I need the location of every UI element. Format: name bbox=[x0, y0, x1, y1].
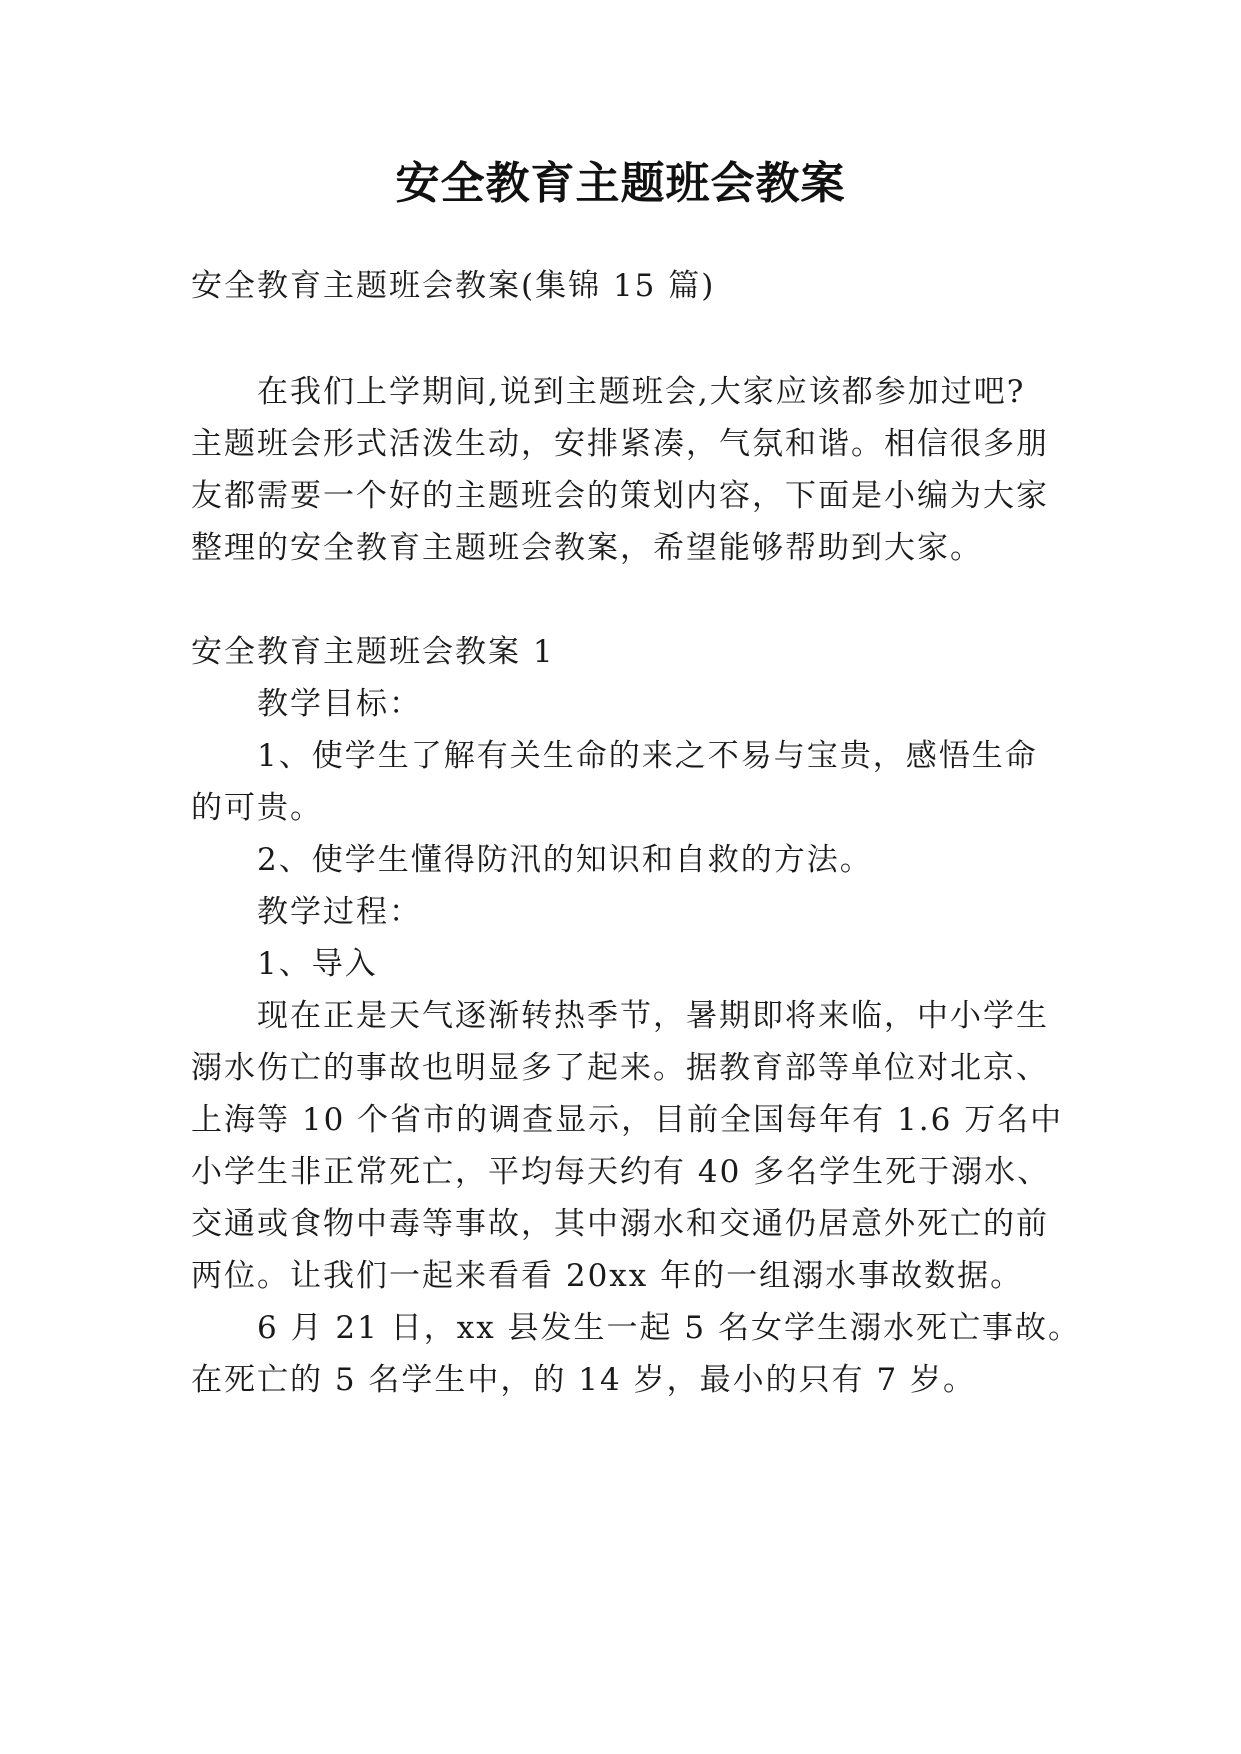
paragraph-1-line: 小学生非正常死亡，平均每天约有 40 多名学生死于溺水、 bbox=[191, 1154, 1051, 1190]
objective-2: 2、使学生懂得防汛的知识和自救的方法。 bbox=[257, 842, 873, 878]
intro-line: 整理的安全教育主题班会教案，希望能够帮助到大家。 bbox=[191, 530, 983, 566]
document-subtitle: 安全教育主题班会教案(集锦 15 篇) bbox=[191, 268, 716, 304]
paragraph-1-line: 上海等 10 个省市的调查显示，目前全国每年有 1.6 万名中 bbox=[191, 1102, 1064, 1138]
step-1: 1、导入 bbox=[257, 946, 378, 982]
objective-1-line: 1、使学生了解有关生命的来之不易与宝贵，感悟生命 bbox=[257, 738, 1038, 774]
paragraph-1-line: 两位。让我们一起来看看 20xx 年的一组溺水事故数据。 bbox=[191, 1258, 1024, 1294]
paragraph-1-line: 交通或食物中毒等事故，其中溺水和交通仍居意外死亡的前 bbox=[191, 1206, 1049, 1242]
section-heading: 安全教育主题班会教案 1 bbox=[191, 634, 555, 670]
paragraph-2-line: 6 月 21 日，xx 县发生一起 5 名女学生溺水死亡事故。 bbox=[257, 1310, 1081, 1346]
document-title: 安全教育主题班会教案 bbox=[395, 158, 846, 209]
process-label: 教学过程： bbox=[257, 894, 422, 930]
intro-line: 友都需要一个好的主题班会的策划内容，下面是小编为大家 bbox=[191, 478, 1049, 514]
intro-line: 主题班会形式活泼生动，安排紧凑，气氛和谐。相信很多朋 bbox=[191, 426, 1049, 462]
intro-line: 在我们上学期间,说到主题班会,大家应该都参加过吧? bbox=[257, 374, 1026, 410]
paragraph-1-line: 现在正是天气逐渐转热季节，暑期即将来临，中小学生 bbox=[257, 998, 1049, 1034]
objectives-label: 教学目标： bbox=[257, 686, 422, 722]
paragraph-2-line: 在死亡的 5 名学生中，的 14 岁，最小的只有 7 岁。 bbox=[191, 1362, 977, 1398]
paragraph-1-line: 溺水伤亡的事故也明显多了起来。据教育部等单位对北京、 bbox=[191, 1050, 1049, 1086]
objective-1-line: 的可贵。 bbox=[191, 790, 323, 826]
